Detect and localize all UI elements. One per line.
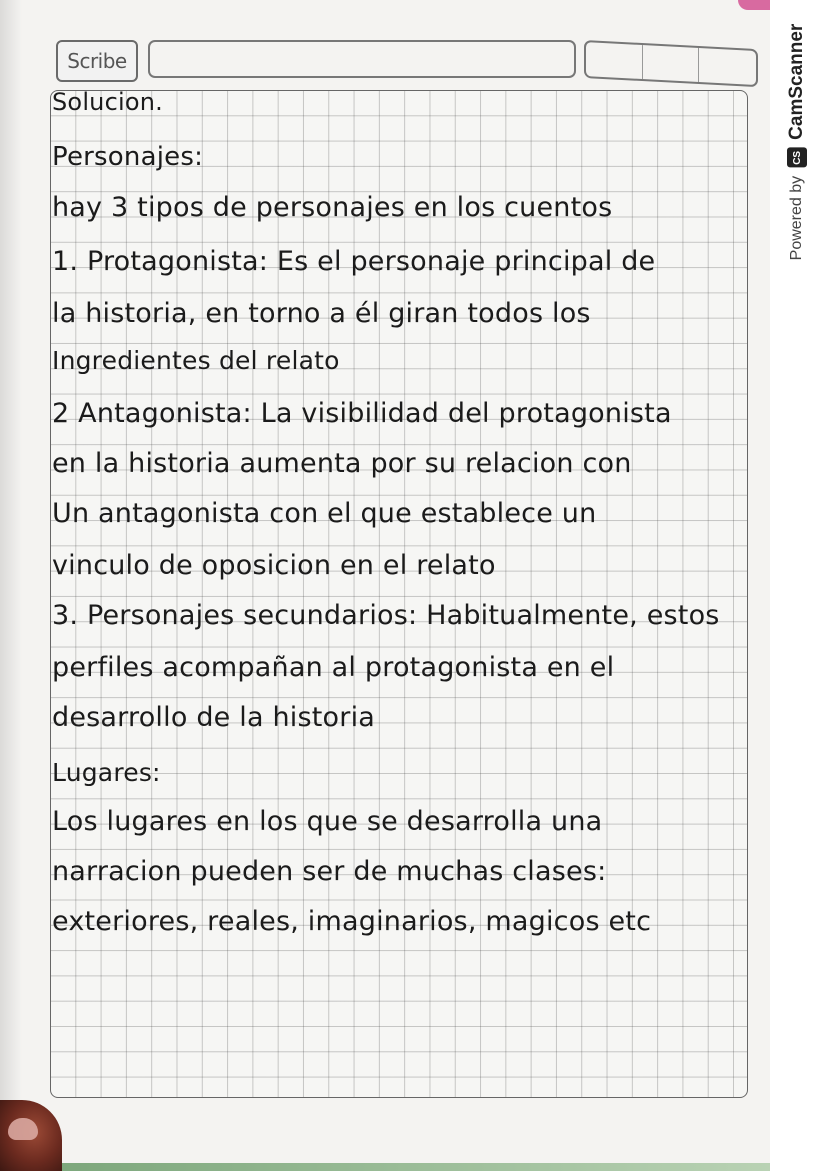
note-line: hay 3 tipos de personajes en los cuentos	[52, 192, 613, 223]
note-line: 1. Protagonista: Es el personaje principal de	[52, 246, 656, 277]
date-divider	[698, 48, 699, 82]
note-line: narracion pueden ser de muchas clases:	[52, 856, 607, 887]
note-line: Ingredientes del relato	[52, 346, 340, 375]
note-line: Personajes:	[52, 142, 204, 172]
brand-name: CamScanner	[786, 23, 807, 140]
note-line: perfiles acompañan al protagonista en el	[52, 652, 615, 683]
date-divider	[642, 45, 643, 79]
date-field-box	[584, 40, 758, 87]
cs-badge-icon: CS	[787, 148, 807, 168]
notebook-cover-edge	[738, 0, 770, 10]
note-line: exteriores, reales, imaginarios, magicos etc	[52, 906, 652, 937]
scribe-logo-icon	[56, 40, 138, 82]
binding-shadow	[0, 0, 22, 1171]
note-line: 3. Personajes secundarios: Habitualmente, estos	[52, 600, 720, 631]
title-field-box	[148, 40, 576, 78]
camscanner-logo-icon	[786, 24, 808, 261]
note-line: vinculo de oposicion en el relato	[52, 550, 496, 581]
grid-paper	[50, 90, 748, 1098]
table-surface	[62, 1163, 770, 1171]
powered-by-text: Powered by	[788, 175, 805, 261]
note-line: en la historia aumenta por su relacion con	[52, 448, 632, 479]
note-line: desarrollo de la historia	[52, 702, 376, 733]
note-line: 2 Antagonista: La visibilidad del protagonista	[52, 398, 672, 429]
note-line: Solucion.	[52, 88, 163, 116]
logo-text: Scribe	[67, 49, 127, 73]
note-line: Un antagonista con el que establece un	[52, 498, 597, 529]
note-line: Los lugares en los que se desarrolla una	[52, 806, 603, 837]
thumb-nail	[8, 1118, 38, 1140]
note-line: la historia, en torno a él giran todos los	[52, 298, 591, 329]
note-line: Lugares:	[52, 758, 161, 787]
